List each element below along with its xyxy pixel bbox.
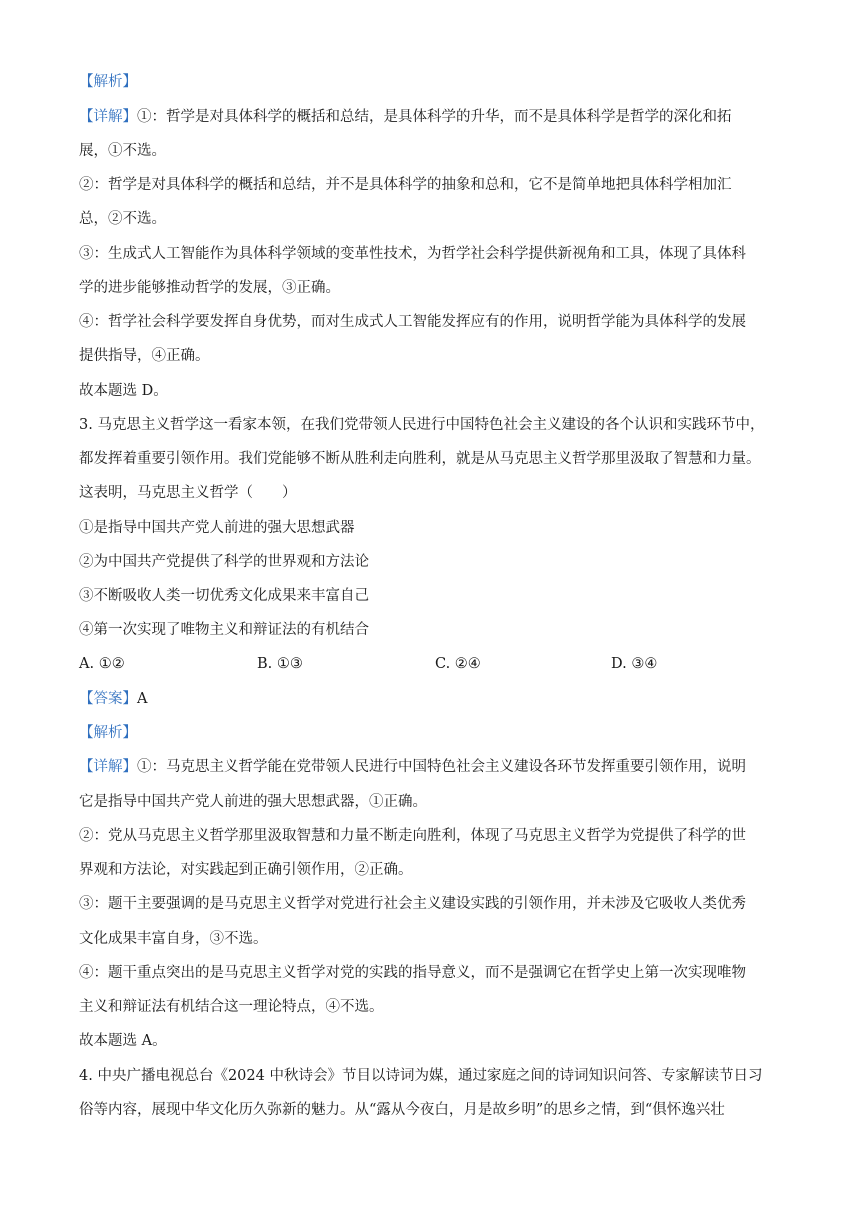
conclusion-line: 故本题选 A。 — [79, 1033, 167, 1049]
detail-line: 主义和辩证法有机结合这一理论特点，④不选。 — [79, 999, 384, 1015]
conclusion-line: 故本题选 D。 — [79, 383, 168, 399]
detail-line: 它是指导中国共产党人前进的强大思想武器，①正确。 — [79, 794, 427, 810]
question-stem-line: 这表明，马克思主义哲学（ ） — [79, 485, 297, 501]
detail-line: 提供指导，④正确。 — [79, 348, 210, 364]
detail-tag: 【详解】 — [79, 759, 137, 775]
answer-line — [79, 689, 147, 709]
detail-line: ④：哲学社会科学要发挥自身优势，而对生成式人工智能发挥应有的作用，说明哲学能为具体科学的发展 — [79, 314, 746, 330]
detail-line: 总，②不选。 — [79, 211, 166, 227]
detail-tag: 【详解】 — [79, 109, 137, 125]
detail-line: ④：题干重点突出的是马克思主义哲学对党的实践的指导意义，而不是强调它在哲学史上第一次实现唯物 — [79, 965, 746, 981]
option-a: A. ①② — [79, 656, 125, 672]
detail-text: ①：马克思主义哲学能在党带领人民进行中国特色社会主义建设各环节发挥重要引领作用，说明 — [137, 759, 746, 775]
detail-line: 展，①不选。 — [79, 143, 166, 159]
detail-line: ②：哲学是对具体科学的概括和总结，并不是具体科学的抽象和总和，它不是简单地把具体科学相加汇 — [79, 177, 732, 193]
question-stem-line: 3. 马克思主义哲学这一看家本领，在我们党带领人民进行中国特色社会主义建设的各个认识和实践环节中， — [79, 417, 765, 433]
question-stem-line: 4. 中央广播电视总台《2024 中秋诗会》节目以诗词为媒，通过家庭之间的诗词知识问答、专家解读节日习 — [79, 1068, 763, 1084]
statement-item: ②为中国共产党提供了科学的世界观和方法论 — [79, 554, 369, 570]
detail-line: ③：生成式人工智能作为具体科学领域的变革性技术，为哲学社会科学提供新视角和工具，体现了具体科 — [79, 246, 746, 262]
detail-line: ②：党从马克思主义哲学那里汲取智慧和力量不断走向胜利，体现了马克思主义哲学为党提供了科学的世 — [79, 828, 746, 844]
detail-text: ①：哲学是对具体科学的概括和总结，是具体科学的升华，而不是具体科学是哲学的深化和拓 — [137, 109, 732, 125]
detail-line: 界观和方法论，对实践起到正确引领作用，②正确。 — [79, 862, 413, 878]
detail-line: ③：题干主要强调的是马克思主义哲学对党进行社会主义建设实践的引领作用，并未涉及它吸收人类优秀 — [79, 896, 746, 912]
option-b: B. ①③ — [257, 656, 303, 672]
analysis-label: 【解析】 — [79, 725, 137, 741]
question-stem-line: 都发挥着重要引领作用。我们党能够不断从胜利走向胜利，就是从马克思主义哲学那里汲取了智慧和力量。 — [79, 451, 761, 467]
detail-line — [79, 757, 746, 777]
statement-item: ①是指导中国共产党人前进的强大思想武器 — [79, 520, 355, 536]
option-d: D. ③④ — [611, 656, 658, 672]
detail-line: 文化成果丰富自身，③不选。 — [79, 931, 268, 947]
options-row — [79, 654, 799, 674]
option-c: C. ②④ — [435, 656, 481, 672]
answer-tag: 【答案】 — [79, 691, 137, 707]
detail-line — [79, 107, 732, 127]
statement-item: ③不断吸收人类一切优秀文化成果来丰富自己 — [79, 588, 369, 604]
statement-item: ④第一次实现了唯物主义和辩证法的有机结合 — [79, 622, 369, 638]
analysis-label: 【解析】 — [79, 74, 137, 90]
answer-value: A — [137, 691, 148, 707]
detail-line: 学的进步能够推动哲学的发展，③正确。 — [79, 280, 340, 296]
question-stem-line: 俗等内容，展现中华文化历久弥新的魅力。从“露从今夜白，月是故乡明”的思乡之情，到“俱怀逸兴壮 — [79, 1102, 725, 1118]
